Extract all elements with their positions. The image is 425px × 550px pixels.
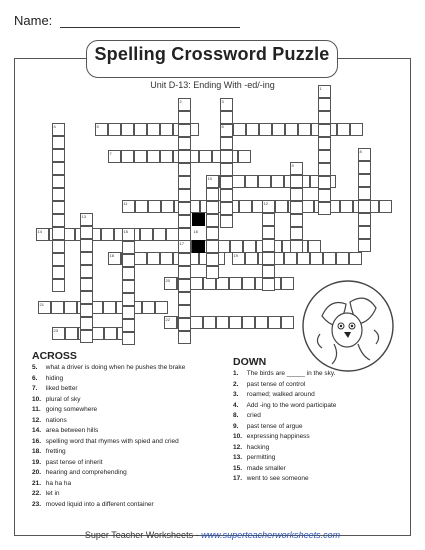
grid-number: 10 xyxy=(207,175,212,181)
crossword-cell[interactable] xyxy=(358,161,371,174)
black-square xyxy=(192,240,205,253)
crossword-cell[interactable] xyxy=(318,137,331,150)
crossword-cell[interactable] xyxy=(206,214,219,227)
crossword-cell[interactable] xyxy=(178,202,191,215)
crossword-cell[interactable] xyxy=(220,137,233,150)
crossword-cell[interactable] xyxy=(318,189,331,202)
crossword-cell[interactable] xyxy=(80,330,93,343)
crossword-cell[interactable] xyxy=(178,124,191,137)
clue-number: 4. xyxy=(233,401,239,409)
crossword-cell[interactable] xyxy=(281,316,294,329)
grid-number: 18 xyxy=(109,252,114,258)
crossword-cell[interactable] xyxy=(290,201,303,214)
grid-number: 5 xyxy=(96,123,99,129)
crossword-cell[interactable] xyxy=(318,150,331,163)
grid-number: 13 xyxy=(81,213,86,219)
crossword-cell[interactable] xyxy=(80,317,93,330)
crossword-cell[interactable] xyxy=(52,214,65,227)
crossword-cell[interactable] xyxy=(297,252,310,265)
crossword-cell[interactable] xyxy=(358,226,371,239)
crossword-cell[interactable] xyxy=(134,123,147,136)
crossword-cell[interactable] xyxy=(323,252,336,265)
crossword-cell[interactable] xyxy=(336,252,349,265)
crossword-cell[interactable] xyxy=(232,175,245,188)
crossword-cell[interactable] xyxy=(358,187,371,200)
crossword-cell[interactable] xyxy=(358,200,371,213)
crossword-cell[interactable] xyxy=(148,200,161,213)
clue-number: 21. xyxy=(32,479,42,487)
crossword-cell[interactable] xyxy=(122,254,135,267)
crossword-cell[interactable] xyxy=(52,201,65,214)
grid-number: 2 xyxy=(179,98,182,104)
clue-text: hearing and comprehending xyxy=(44,469,127,476)
crossword-cell[interactable] xyxy=(262,239,275,252)
grid-number: 9 xyxy=(291,162,294,168)
clue-number: 8. xyxy=(233,412,239,419)
grid-number: 7 xyxy=(109,150,112,156)
grid-number: 12 xyxy=(263,200,268,206)
crossword-cell[interactable] xyxy=(153,228,166,241)
crossword-cell[interactable] xyxy=(80,265,93,278)
clue-text: Add -ing to the word participate xyxy=(245,401,337,409)
crossword-cell[interactable] xyxy=(134,252,147,265)
crossword-cell[interactable] xyxy=(121,150,134,163)
clue-text: let in xyxy=(44,490,60,497)
crossword-cell[interactable] xyxy=(122,267,135,280)
across-clue-list xyxy=(32,363,222,510)
clue-number: 7. xyxy=(32,385,38,392)
clue-number: 6. xyxy=(32,374,38,382)
crossword-cell[interactable] xyxy=(246,123,259,136)
crossword-cell[interactable] xyxy=(52,279,65,292)
grid-number: 11 xyxy=(123,200,128,206)
crossword-cell[interactable] xyxy=(80,304,93,317)
crossword-cell[interactable] xyxy=(290,240,303,253)
crossword-cell[interactable] xyxy=(262,252,275,265)
crossword-cell[interactable] xyxy=(220,215,233,228)
grid-number: 20 xyxy=(165,277,170,283)
crossword-cell[interactable] xyxy=(318,111,331,124)
clue-text: liked better xyxy=(44,385,78,392)
clue-text: nations xyxy=(44,416,67,424)
grid-number: 3 xyxy=(221,98,224,104)
crossword-cell[interactable] xyxy=(52,136,65,149)
crossword-cell[interactable] xyxy=(80,226,93,239)
crossword-cell[interactable] xyxy=(216,316,229,329)
crossword-cell[interactable] xyxy=(268,316,281,329)
crossword-cell[interactable] xyxy=(242,277,255,290)
clue-number: 23. xyxy=(32,500,42,508)
crossword-cell[interactable] xyxy=(242,316,255,329)
crossword-cell[interactable] xyxy=(103,301,116,314)
grid-number: 19 xyxy=(233,252,238,258)
clue-text: past tense of control xyxy=(245,380,306,388)
clue-text: permitting xyxy=(245,454,276,461)
across-clue xyxy=(32,437,222,448)
crossword-cell[interactable] xyxy=(349,252,362,265)
crossword-cell[interactable] xyxy=(52,253,65,266)
crossword-cell[interactable] xyxy=(318,202,331,215)
crossword-cell[interactable] xyxy=(258,175,271,188)
crossword-cell[interactable] xyxy=(318,163,331,176)
crossword-cell[interactable] xyxy=(275,200,288,213)
crossword-cell[interactable] xyxy=(245,175,258,188)
down-clue xyxy=(233,443,403,454)
down-clue xyxy=(233,369,403,380)
crossword-cell[interactable] xyxy=(178,228,191,241)
subtitle: Unit D-13: Ending With -ed/-ing xyxy=(150,80,275,90)
crossword-cell[interactable] xyxy=(350,123,363,136)
crossword-cell[interactable] xyxy=(245,252,258,265)
clue-number: 14. xyxy=(32,427,42,434)
across-clue xyxy=(32,426,222,437)
crossword-cell[interactable] xyxy=(239,200,252,213)
down-clue xyxy=(233,380,403,391)
crossword-cell[interactable] xyxy=(52,188,65,201)
crossword-cell[interactable] xyxy=(147,123,160,136)
crossword-cell[interactable] xyxy=(122,306,135,319)
crossword-cell[interactable] xyxy=(285,123,298,136)
across-clue xyxy=(32,458,222,469)
crossword-cell[interactable] xyxy=(358,213,371,226)
bird-mascot-icon xyxy=(300,278,396,374)
clue-number: 16. xyxy=(32,437,42,445)
clue-number: 20. xyxy=(32,469,42,476)
crossword-cell[interactable] xyxy=(262,265,275,278)
across-clue xyxy=(32,374,222,385)
clue-number: 13. xyxy=(233,454,243,461)
page-title: Spelling Crossword Puzzle xyxy=(94,44,330,64)
crossword-cell[interactable] xyxy=(178,215,191,228)
across-clue xyxy=(32,395,222,406)
crossword-cell[interactable] xyxy=(178,266,191,279)
crossword-cell[interactable] xyxy=(178,111,191,124)
crossword-cell[interactable] xyxy=(178,163,191,176)
crossword-cell[interactable] xyxy=(140,228,153,241)
grid-number: 4 xyxy=(53,123,56,129)
clue-text: what a driver is doing when he pushes the brake xyxy=(44,364,186,371)
clue-number: 2. xyxy=(233,380,239,388)
crossword-cell[interactable] xyxy=(122,241,135,254)
crossword-cell[interactable] xyxy=(262,226,275,239)
crossword-cell[interactable] xyxy=(298,123,311,136)
crossword-cell[interactable] xyxy=(122,280,135,293)
clue-number: 22. xyxy=(32,490,42,497)
crossword-cell[interactable] xyxy=(65,327,78,340)
crossword-cell[interactable] xyxy=(358,174,371,187)
across-clue xyxy=(32,468,222,479)
down-clue-list xyxy=(233,369,403,485)
crossword-cell[interactable] xyxy=(358,239,371,252)
crossword-cell[interactable] xyxy=(178,292,191,305)
down-clue xyxy=(233,422,403,433)
clue-text: past tense of inherit xyxy=(44,458,103,466)
clue-number: 10. xyxy=(233,433,243,440)
down-clue xyxy=(233,464,403,475)
down-clue xyxy=(233,401,403,412)
crossword-cell[interactable] xyxy=(178,150,191,163)
crossword-cell[interactable] xyxy=(318,176,331,189)
across-clue xyxy=(32,363,222,374)
down-clue xyxy=(233,474,403,485)
crossword-cell[interactable] xyxy=(318,124,331,137)
crossword-cell[interactable] xyxy=(52,266,65,279)
clue-number: 15. xyxy=(233,464,243,472)
crossword-cell[interactable] xyxy=(271,175,284,188)
crossword-cell[interactable] xyxy=(80,291,93,304)
across-clue xyxy=(32,489,222,500)
crossword-cell[interactable] xyxy=(108,123,121,136)
footer-text: Super Teacher Worksheets - xyxy=(84,530,202,540)
crossword-cell[interactable] xyxy=(340,200,353,213)
crossword-cell[interactable] xyxy=(52,227,65,240)
grid-number: 22 xyxy=(165,316,170,322)
crossword-cell[interactable] xyxy=(160,252,173,265)
crossword-cell[interactable] xyxy=(178,137,191,150)
crossword-cell[interactable] xyxy=(161,200,174,213)
clue-number: 18. xyxy=(32,448,42,455)
footer-link[interactable]: www.superteacherworksheets.com xyxy=(201,530,341,540)
crossword-cell[interactable] xyxy=(122,319,135,332)
clue-text: moved liquid into a different container xyxy=(44,500,154,508)
crossword-cell[interactable] xyxy=(122,332,135,345)
across-clue xyxy=(32,500,222,511)
crossword-cell[interactable] xyxy=(160,150,173,163)
crossword-cell[interactable] xyxy=(178,253,191,266)
clue-number: 3. xyxy=(233,391,239,398)
crossword-cell[interactable] xyxy=(318,98,331,111)
crossword-cell[interactable] xyxy=(190,316,203,329)
crossword-cell[interactable] xyxy=(220,176,233,189)
crossword-cell[interactable] xyxy=(220,150,233,163)
crossword-cell[interactable] xyxy=(190,277,203,290)
clue-number: 19. xyxy=(32,458,42,466)
crossword-cell[interactable] xyxy=(220,202,233,215)
crossword-cell[interactable] xyxy=(255,316,268,329)
grid-number: 16 xyxy=(193,228,198,234)
clue-text: area between hills xyxy=(44,427,99,434)
clue-text: The birds are _____ in the sky. xyxy=(245,370,336,377)
grid-number: 6 xyxy=(221,123,224,129)
crossword-cell[interactable] xyxy=(220,189,233,202)
clue-number: 17. xyxy=(233,475,243,482)
crossword-cell[interactable] xyxy=(80,252,93,265)
clue-number: 10. xyxy=(32,395,42,403)
across-clue xyxy=(32,447,222,458)
footer xyxy=(0,530,425,540)
crossword-cell[interactable] xyxy=(178,279,191,292)
crossword-cell[interactable] xyxy=(51,301,64,314)
clue-text: roamed; walked around xyxy=(245,391,315,398)
name-label: Name: xyxy=(14,13,53,28)
clue-number: 1. xyxy=(233,370,239,377)
crossword-cell[interactable] xyxy=(52,149,65,162)
crossword-cell[interactable] xyxy=(290,227,303,240)
crossword-cell[interactable] xyxy=(229,277,242,290)
crossword-cell[interactable] xyxy=(80,239,93,252)
clue-text: spelling word that rhymes with spied and cried xyxy=(44,437,179,445)
crossword-cell[interactable] xyxy=(262,213,275,226)
crossword-cell[interactable] xyxy=(199,150,212,163)
crossword-cell[interactable] xyxy=(259,123,272,136)
crossword-cell[interactable] xyxy=(52,175,65,188)
crossword-cell[interactable] xyxy=(229,316,242,329)
crossword-cell[interactable] xyxy=(284,252,297,265)
grid-number: 1 xyxy=(319,85,322,91)
clue-text: ha ha ha xyxy=(44,479,72,487)
clue-number: 11. xyxy=(32,406,41,413)
crossword-cell[interactable] xyxy=(206,253,219,266)
crossword-cell[interactable] xyxy=(220,111,233,124)
crossword-cell[interactable] xyxy=(178,331,191,344)
crossword-cell[interactable] xyxy=(134,150,147,163)
crossword-cell[interactable] xyxy=(64,301,77,314)
grid-number: 14 xyxy=(37,228,42,234)
crossword-cell[interactable] xyxy=(206,201,219,214)
clue-text: hacking xyxy=(245,443,270,451)
clue-text: fretting xyxy=(44,448,66,455)
crossword-cell[interactable] xyxy=(220,163,233,176)
crossword-cell[interactable] xyxy=(101,228,114,241)
grid-number: 23 xyxy=(53,327,58,333)
down-heading: DOWN xyxy=(233,356,267,368)
grid-number: 21 xyxy=(39,301,44,307)
clue-number: 12. xyxy=(32,416,42,424)
grid-number: 17 xyxy=(179,240,184,246)
crossword-cell[interactable] xyxy=(52,162,65,175)
crossword-cell[interactable] xyxy=(233,123,246,136)
crossword-cell[interactable] xyxy=(104,327,117,340)
clue-text: past tense of argue xyxy=(245,422,303,430)
crossword-cell[interactable] xyxy=(178,318,191,331)
crossword-cell[interactable] xyxy=(178,176,191,189)
crossword-cell[interactable] xyxy=(206,227,219,240)
crossword-cell[interactable] xyxy=(147,252,160,265)
down-clue xyxy=(233,390,403,401)
clue-text: went to see someone xyxy=(245,475,309,482)
crossword-cell[interactable] xyxy=(337,123,350,136)
down-clue xyxy=(233,453,403,464)
crossword-cell[interactable] xyxy=(80,278,93,291)
crossword-cell[interactable] xyxy=(310,252,323,265)
crossword-cell[interactable] xyxy=(155,301,168,314)
clue-number: 9. xyxy=(233,422,239,430)
crossword-cell[interactable] xyxy=(290,214,303,227)
clue-number: 12. xyxy=(233,443,243,451)
crossword-cell[interactable] xyxy=(262,278,275,291)
black-square xyxy=(192,213,205,226)
clue-text: made smaller xyxy=(245,464,286,472)
grid-number: 15 xyxy=(123,228,128,234)
crossword-cell[interactable] xyxy=(290,175,303,188)
crossword-cell[interactable] xyxy=(379,200,392,213)
crossword-cell[interactable] xyxy=(52,240,65,253)
grid-number: 8 xyxy=(359,148,362,154)
crossword-cell[interactable] xyxy=(206,266,219,279)
crossword-cell[interactable] xyxy=(178,189,191,202)
clue-number: 5. xyxy=(32,364,38,371)
down-clue xyxy=(233,411,403,422)
crossword-cell[interactable] xyxy=(281,277,294,290)
clue-text: going somewhere xyxy=(44,406,98,413)
crossword-cell[interactable] xyxy=(147,150,160,163)
down-clue xyxy=(233,432,403,443)
clue-text: hiding xyxy=(44,374,64,382)
clue-text: cried xyxy=(245,412,261,419)
across-clue xyxy=(32,479,222,490)
crossword-cell[interactable] xyxy=(160,123,173,136)
crossword-cell[interactable] xyxy=(206,240,219,253)
crossword-cell[interactable] xyxy=(206,188,219,201)
across-clue xyxy=(32,405,222,416)
crossword-cell[interactable] xyxy=(122,293,135,306)
clue-text: expressing happiness xyxy=(245,433,310,440)
crossword-cell[interactable] xyxy=(272,123,285,136)
crossword-cell[interactable] xyxy=(142,301,155,314)
crossword-cell[interactable] xyxy=(203,316,216,329)
across-clue xyxy=(32,416,222,427)
crossword-cell[interactable] xyxy=(290,188,303,201)
across-heading: ACROSS xyxy=(32,350,77,362)
clue-text: plural of sky xyxy=(44,395,81,403)
crossword-cell[interactable] xyxy=(238,150,251,163)
crossword-cell[interactable] xyxy=(178,305,191,318)
crossword-cell[interactable] xyxy=(121,123,134,136)
crossword-cell[interactable] xyxy=(135,200,148,213)
across-clue xyxy=(32,384,222,395)
